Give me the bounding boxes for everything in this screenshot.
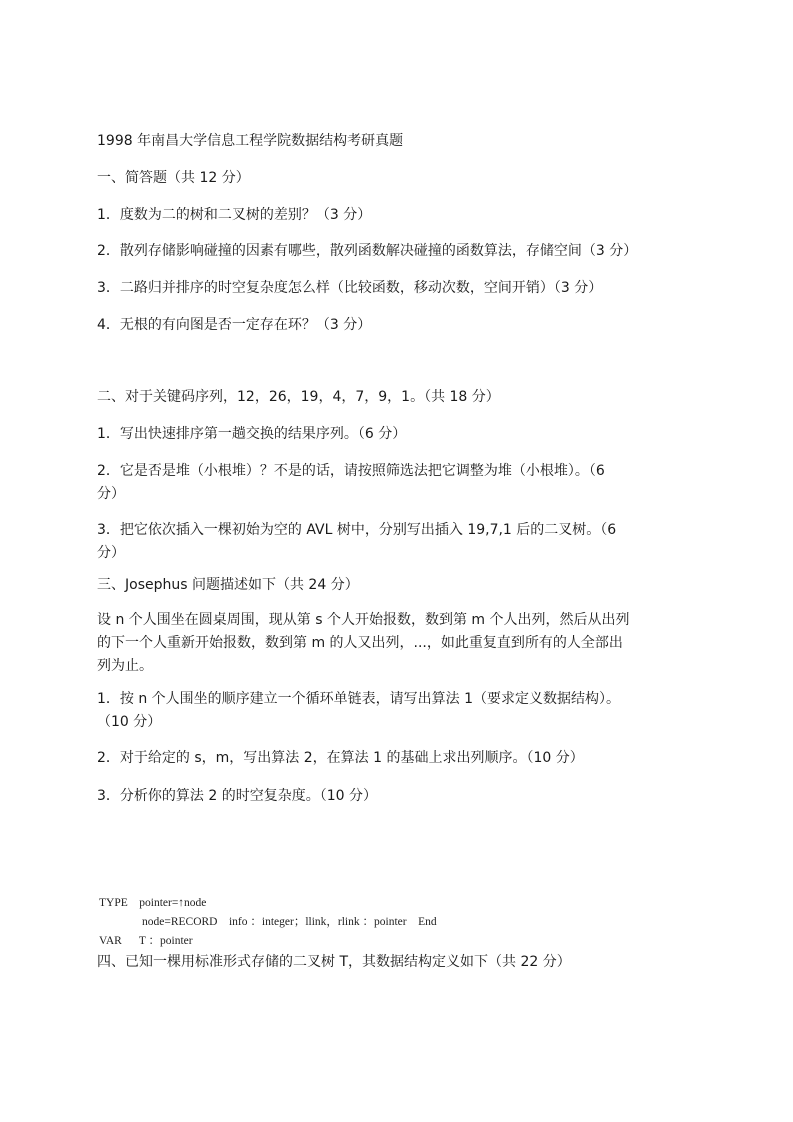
section2-question-2: 2．它是否是堆（小根堆）？不是的话，请按照筛选法把它调整为堆（小根堆）。（6 分） [97,463,605,502]
section4-heading: 四、已知一棵用标准形式存储的二叉树 T，其数据结构定义如下（共 22 分） [97,954,571,970]
section3-heading: 三、Josephus 问题描述如下（共 24 分） [97,577,359,593]
section3-description: 设 n 个人围坐在圆桌周围，现从第 s 个人开始报数，数到第 m 个人出列，然后从出列 的下一个人重新开始报数，数到第 m 的人又出列，...，如此重复直到所有的人全部出 列为止。 [97,612,630,674]
code-type-line: TYPE pointer=↑node [99,897,207,909]
section3-question-2: 2．对于给定的 s，m，写出算法 2，在算法 1 的基础上求出列顺序。（10 分） [97,750,584,766]
section1-question-2: 2．散列存储影响碰撞的因素有哪些，散列函数解决碰撞的函数算法，存储空间（3 分） [97,243,638,259]
code-record-line: node=RECORD info ：integer；llink，rlink ：pointer End [142,916,437,928]
section1-question-3: 3．二路归并排序的时空复杂度怎么样（比较函数，移动次数，空间开销）（3 分） [97,280,603,296]
section2-question-1: 1．写出快速排序第一趟交换的结果序列。（6 分） [97,426,407,442]
section1-question-4: 4．无根的有向图是否一定存在环？（3 分） [97,317,372,333]
code-var-line: VAR T ：pointer [99,935,193,947]
section3-question-3: 3．分析你的算法 2 的时空复杂度。（10 分） [97,788,377,804]
section2-heading: 二、对于关键码序列，12，26，19，4，7，9，1。（共 18 分） [97,389,500,405]
section3-question-1: 1．按 n 个人围坐的顺序建立一个循环单链表，请写出算法 1（要求定义数据结构）。 （10 分） [97,691,621,730]
section1-question-1: 1．度数为二的树和二叉树的差别？（3 分） [97,207,372,223]
section1-heading: 一、简答题（共 12 分） [97,170,250,186]
section2-question-3: 3．把它依次插入一棵初始为空的 AVL 树中，分别写出插入 19,7,1 后的二叉树。（6 分） [97,522,617,561]
document-title: 1998 年南昌大学信息工程学院数据结构考研真题 [97,133,404,149]
